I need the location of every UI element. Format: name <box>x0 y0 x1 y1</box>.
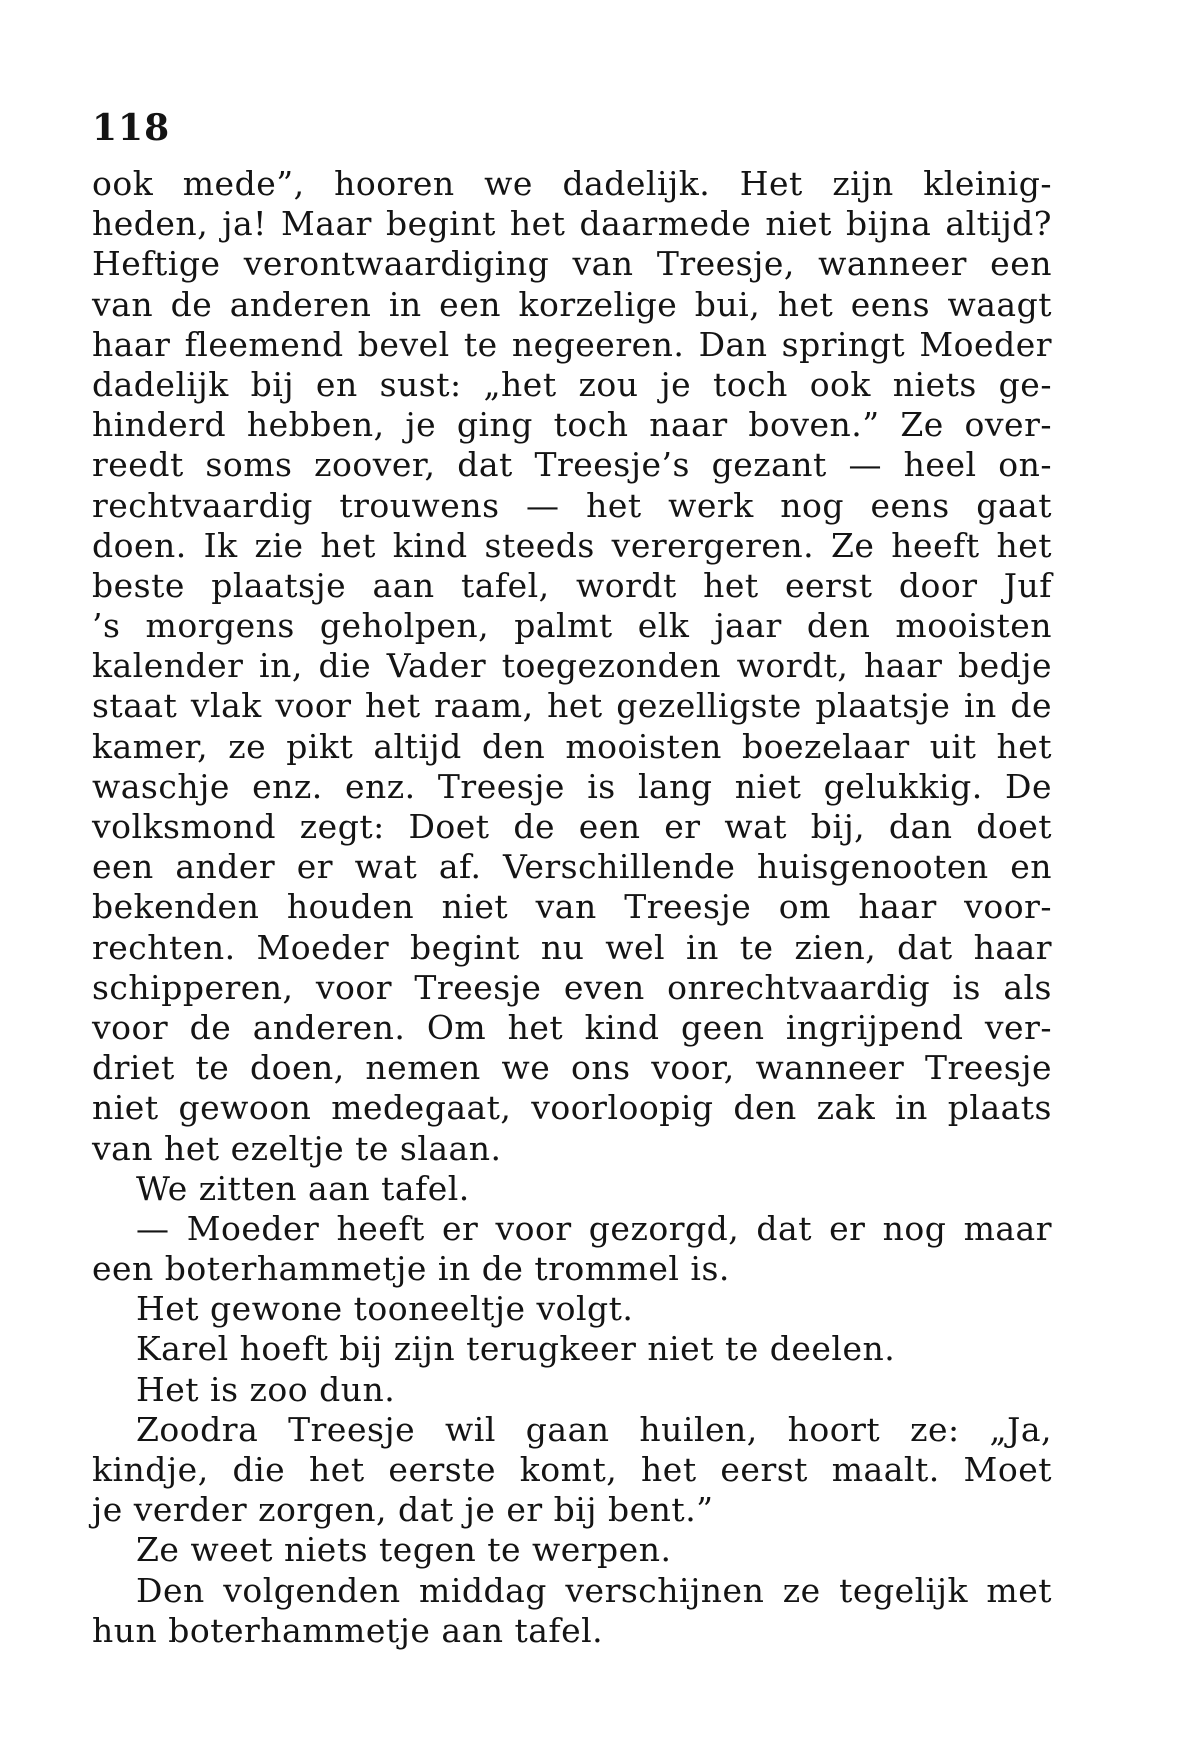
text-line: Ze weet niets tegen te werpen. <box>136 1530 672 1570</box>
text-line: heden, ja! Maar begint het daarmede niet bijna altijd? <box>92 204 1052 244</box>
text-line: — Moeder heeft er voor gezorgd, dat er nog maar <box>136 1208 1052 1248</box>
text-line: kamer, ze pikt altijd den mooisten boezelaar uit het <box>92 726 1052 766</box>
text-line: staat vlak voor het raam, het gezelligste plaatsje in de <box>92 686 1052 726</box>
text-line: je verder zorgen, dat je er bij bent.” <box>92 1490 714 1530</box>
page-number: 118 <box>92 107 171 149</box>
text-line: Heftige verontwaardiging van Treesje, wanneer een <box>92 244 1052 284</box>
text-line: beste plaatsje aan tafel, wordt het eerst door Juf <box>92 565 1052 605</box>
text-line: Zoodra Treesje wil gaan huilen, hoort ze: „Ja, <box>136 1409 1052 1449</box>
text-line: We zitten aan tafel. <box>136 1168 470 1208</box>
text-line: bekenden houden niet van Treesje om haar voor- <box>92 887 1052 927</box>
text-line: kindje, die het eerste komt, het eerst maalt. Moet <box>92 1450 1052 1489</box>
text-line: volksmond zegt: Doet de een er wat bij, dan doet <box>92 807 1052 846</box>
text-line: Karel hoeft bij zijn terugkeer niet te deelen. <box>136 1329 896 1369</box>
text-line: doen. Ik zie het kind steeds verergeren. Ze heeft het <box>92 525 1052 565</box>
text-line: niet gewoon medegaat, voorloopig den zak in plaats <box>92 1088 1052 1128</box>
text-line: rechten. Moeder begint nu wel in te zien, dat haar <box>92 927 1052 967</box>
text-line: kalender in, die Vader toegezonden wordt, haar bedje <box>92 646 1052 686</box>
text-line: Den volgenden middag verschijnen ze tegelijk met <box>136 1570 1052 1610</box>
text-line: van het ezeltje te slaan. <box>92 1128 502 1168</box>
text-line: hinderd hebben, je ging toch naar boven.” Ze over- <box>92 405 1052 445</box>
text-line: rechtvaardig trouwens — het werk nog eens gaat <box>92 485 1052 525</box>
text-line: een boterhammetje in de trommel is. <box>92 1249 730 1289</box>
text-line: hun boterhammetje aan tafel. <box>92 1610 604 1650</box>
text-line: dadelijk bij en sust: „het zou je toch ook niets ge- <box>92 364 1052 404</box>
text-line: voor de anderen. Om het kind geen ingrijpend ver- <box>92 1007 1052 1047</box>
text-line: ook mede”, hooren we dadelijk. Het zijn kleinig- <box>92 164 1052 203</box>
text-line: driet te doen, nemen we ons voor, wanneer Treesje <box>92 1048 1052 1088</box>
text-line: een ander er wat af. Verschillende huisgenooten en <box>92 847 1052 887</box>
text-line: waschje enz. enz. Treesje is lang niet gelukkig. De <box>92 766 1052 806</box>
text-line: Het is zoo dun. <box>136 1369 396 1409</box>
text-line: van de anderen in een korzelige bui, het eens waagt <box>92 284 1052 324</box>
text-line: Het gewone tooneeltje volgt. <box>136 1289 634 1329</box>
text-line: schipperen, voor Treesje even onrechtvaardig is als <box>92 967 1052 1007</box>
text-line: ’s morgens geholpen, palmt elk jaar den mooisten <box>92 606 1052 646</box>
body-text <box>92 164 1052 1651</box>
text-line: haar fleemend bevel te negeeren. Dan springt Moeder <box>92 324 1052 364</box>
text-line: reedt soms zoover, dat Treesje’s gezant — heel on- <box>92 445 1052 485</box>
